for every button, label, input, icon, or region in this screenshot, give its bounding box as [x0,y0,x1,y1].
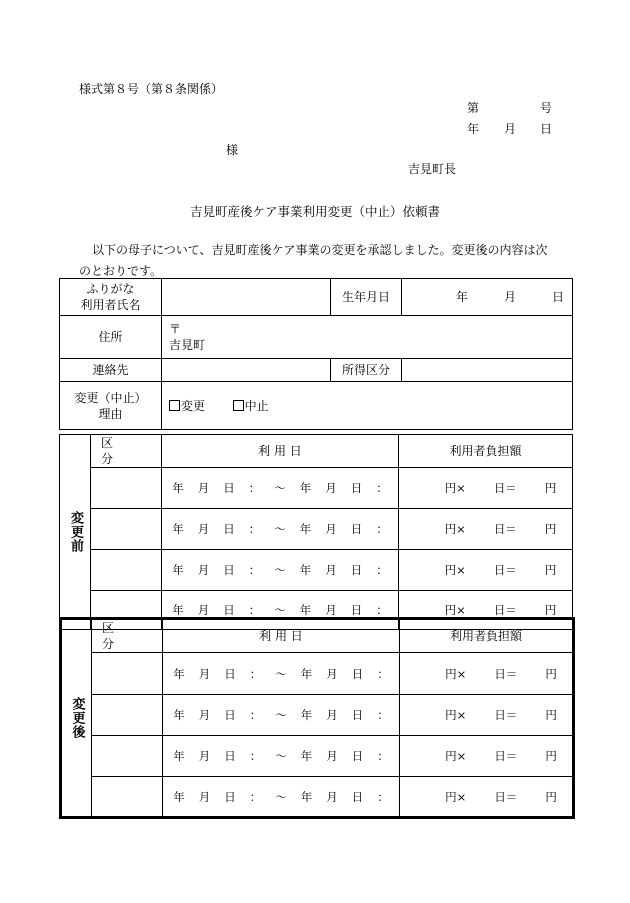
reason-label-cell [60,382,162,430]
use-date-field[interactable]: 年 月 日 ： ～ 年 月 日 ： [163,736,400,777]
birthdate-label: 生年月日 [331,279,402,316]
birthdate-field[interactable] [402,279,573,316]
date-month: 月 [504,122,517,136]
cost-header: 利用者負担額 [399,435,573,468]
table-row [61,653,574,695]
user-name-field[interactable] [162,279,331,316]
address-label: 住所 [60,316,162,359]
doc-no-prefix: 第 [467,101,480,115]
cost-field[interactable]: 円× 日＝ 円 [400,777,574,818]
use-date-field[interactable]: 年 月 日 ： ～ 年 月 日 ： [162,468,399,509]
checkbox-icon [169,400,180,411]
use-date-field[interactable]: 年 月 日 ： ～ 年 月 日 ： [163,777,400,818]
kubun-field[interactable] [92,777,163,818]
body-text-line1: 以下の母子について、吉見町産後ケア事業の変更を承認しました。変更後の内容は次 [92,243,548,257]
address-field[interactable] [162,316,573,359]
date-day: 日 [540,122,553,136]
date-year: 年 [467,122,480,136]
birth-year-unit: 年 [455,290,468,304]
change-option-label: 変更 [181,398,206,413]
applicant-info-table [59,278,573,430]
kubun-field[interactable] [91,550,162,591]
use-date-field[interactable]: 年 月 日 ： ～ 年 月 日 ： [163,653,400,695]
issuer: 吉見町長 [408,162,457,176]
furigana-label: ふりがな [86,282,135,296]
table-row [61,695,574,736]
document-title: 吉見町産後ケア事業利用変更（中止）依頼書 [189,204,440,219]
use-date-field[interactable]: 年 月 日 ： ～ 年 月 日 ： [162,591,399,630]
cost-field[interactable]: 円× 日＝ 円 [399,550,573,591]
income-class-label: 所得区分 [331,359,402,382]
stop-checkbox[interactable] [233,399,269,413]
birth-month-unit: 月 [503,290,516,304]
cost-field[interactable]: 円× 日＝ 円 [399,509,573,550]
form-number: 様式第８号（第８条関係） [79,82,224,96]
kubun-field[interactable] [91,509,162,550]
table-row [61,736,574,777]
cost-field[interactable]: 円× 日＝ 円 [400,653,574,695]
contact-field[interactable] [162,359,331,382]
cost-field[interactable]: 円× 日＝ 円 [400,695,574,736]
body-text-line2: のとおりです。 [79,264,163,278]
checkbox-icon [233,400,244,411]
use-date-field[interactable]: 年 月 日 ： ～ 年 月 日 ： [163,695,400,736]
kubun-header: 区分 [92,619,163,653]
cost-field[interactable]: 円× 日＝ 円 [399,591,573,630]
user-name-label: 利用者氏名 [80,298,141,312]
use-date-header: 利 用 日 [163,619,400,653]
kubun-header: 区分 [91,435,162,468]
addressee-suffix: 様 [226,143,239,157]
income-class-field[interactable] [402,359,573,382]
reason-label: 理由 [98,406,123,421]
before-change-table [59,434,573,630]
cost-header: 利用者負担額 [400,619,574,653]
town-name: 吉見町 [169,338,206,352]
kubun-field[interactable] [92,695,163,736]
reason-options [162,382,573,430]
contact-label: 連絡先 [60,359,162,382]
use-date-header: 利 用 日 [162,435,399,468]
birth-day-unit: 日 [551,290,564,304]
after-change-table [59,617,575,819]
cost-field[interactable]: 円× 日＝ 円 [400,736,574,777]
before-change-label: 変更前 [60,435,91,630]
stop-option-label: 中止 [244,398,269,413]
name-label-cell [60,279,162,316]
doc-no-suffix: 号 [540,101,553,115]
change-checkbox[interactable] [169,399,205,413]
postal-mark: 〒 [169,322,182,336]
kubun-field[interactable] [91,468,162,509]
table-row [61,777,574,818]
change-stop-label: 変更（中止） [74,390,147,405]
after-change-label: 変更後 [61,619,92,818]
kubun-field[interactable] [92,653,163,695]
kubun-field[interactable] [92,736,163,777]
table-row [60,468,573,509]
cost-field[interactable]: 円× 日＝ 円 [399,468,573,509]
table-row [60,509,573,550]
table-row [60,550,573,591]
use-date-field[interactable]: 年 月 日 ： ～ 年 月 日 ： [162,550,399,591]
use-date-field[interactable]: 年 月 日 ： ～ 年 月 日 ： [162,509,399,550]
